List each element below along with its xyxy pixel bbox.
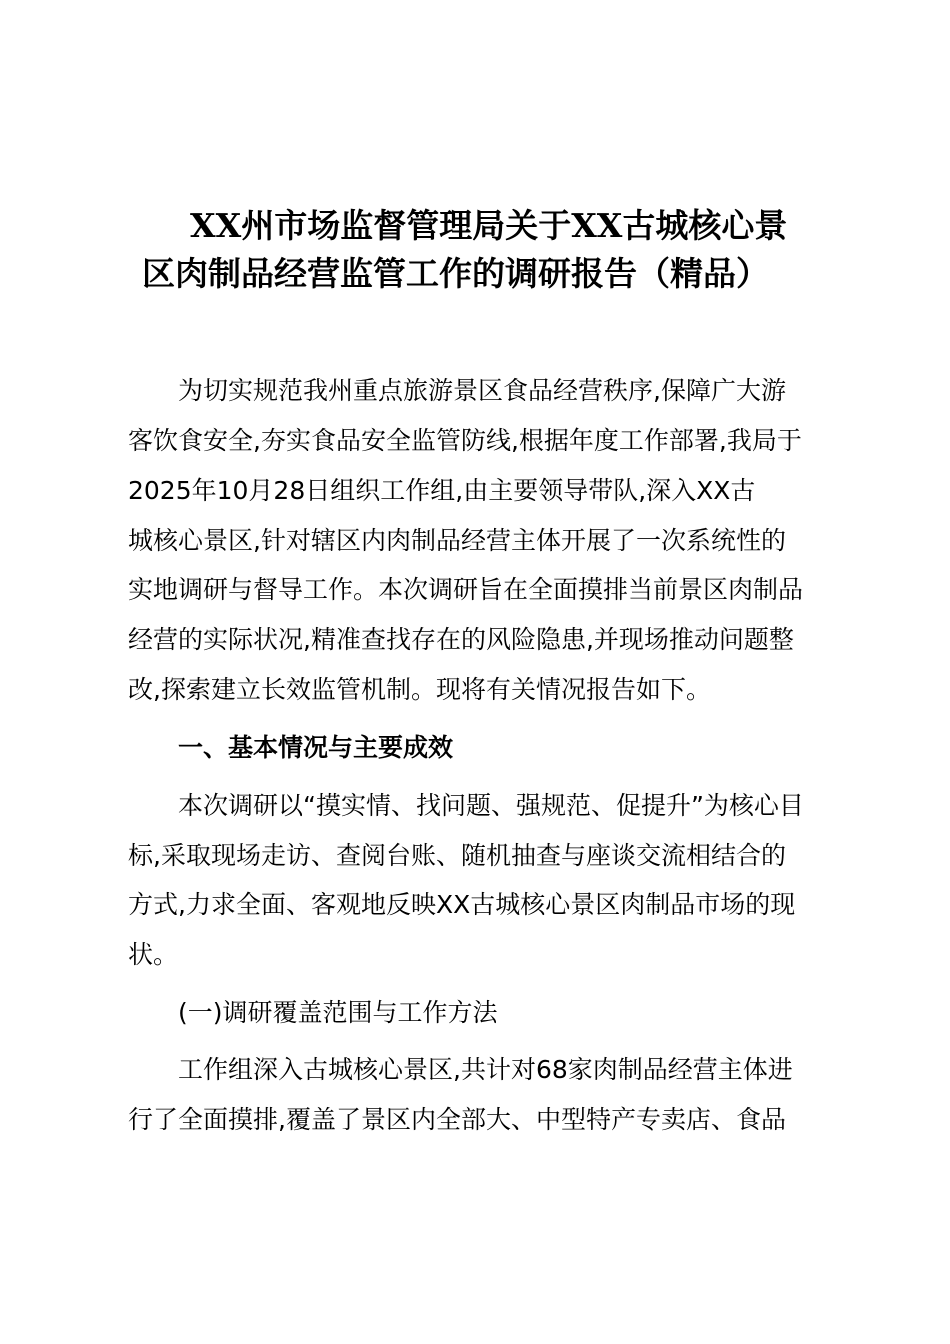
- paragraph-line: 经营的实际状况,精准查找存在的风险隐患,并现场推动问题整: [128, 625, 794, 654]
- document-title-line-1: XX州市场监督管理局关于XX古城核心景: [190, 206, 788, 245]
- paragraph-line: 方式,力求全面、客观地反映XX古城核心景区肉制品市场的现: [128, 890, 796, 919]
- paragraph-line: 状。: [128, 940, 179, 969]
- paragraph-line: 客饮食安全,夯实食品安全监管防线,根据年度工作部署,我局于: [128, 426, 802, 455]
- paragraph-line: 为切实规范我州重点旅游景区食品经营秩序,保障广大游: [128, 376, 786, 405]
- section-heading: 一、基本情况与主要成效: [128, 733, 454, 762]
- document-title-line-2: 区肉制品经营监管工作的调研报告（精品）: [142, 254, 769, 293]
- paragraph-line: 行了全面摸排,覆盖了景区内全部大、中型特产专卖店、食品: [128, 1105, 786, 1134]
- subsection-heading: (一)调研覆盖范围与工作方法: [128, 998, 498, 1027]
- paragraph-line: 城核心景区,针对辖区内肉制品经营主体开展了一次系统性的: [128, 526, 786, 555]
- paragraph-line: 本次调研以“摸实情、找问题、强规范、促提升”为核心目: [128, 791, 804, 820]
- paragraph-line: 工作组深入古城核心景区,共计对68家肉制品经营主体进: [128, 1055, 793, 1084]
- paragraph-line: 改,探索建立长效监管机制。现将有关情况报告如下。: [128, 675, 711, 704]
- paragraph-line: 标,采取现场走访、查阅台账、随机抽查与座谈交流相结合的: [128, 841, 786, 870]
- paragraph-line: 实地调研与督导工作。本次调研旨在全面摸排当前景区肉制品: [128, 575, 804, 604]
- paragraph-line: 2025年10月28日组织工作组,由主要领导带队,深入XX古: [128, 476, 756, 505]
